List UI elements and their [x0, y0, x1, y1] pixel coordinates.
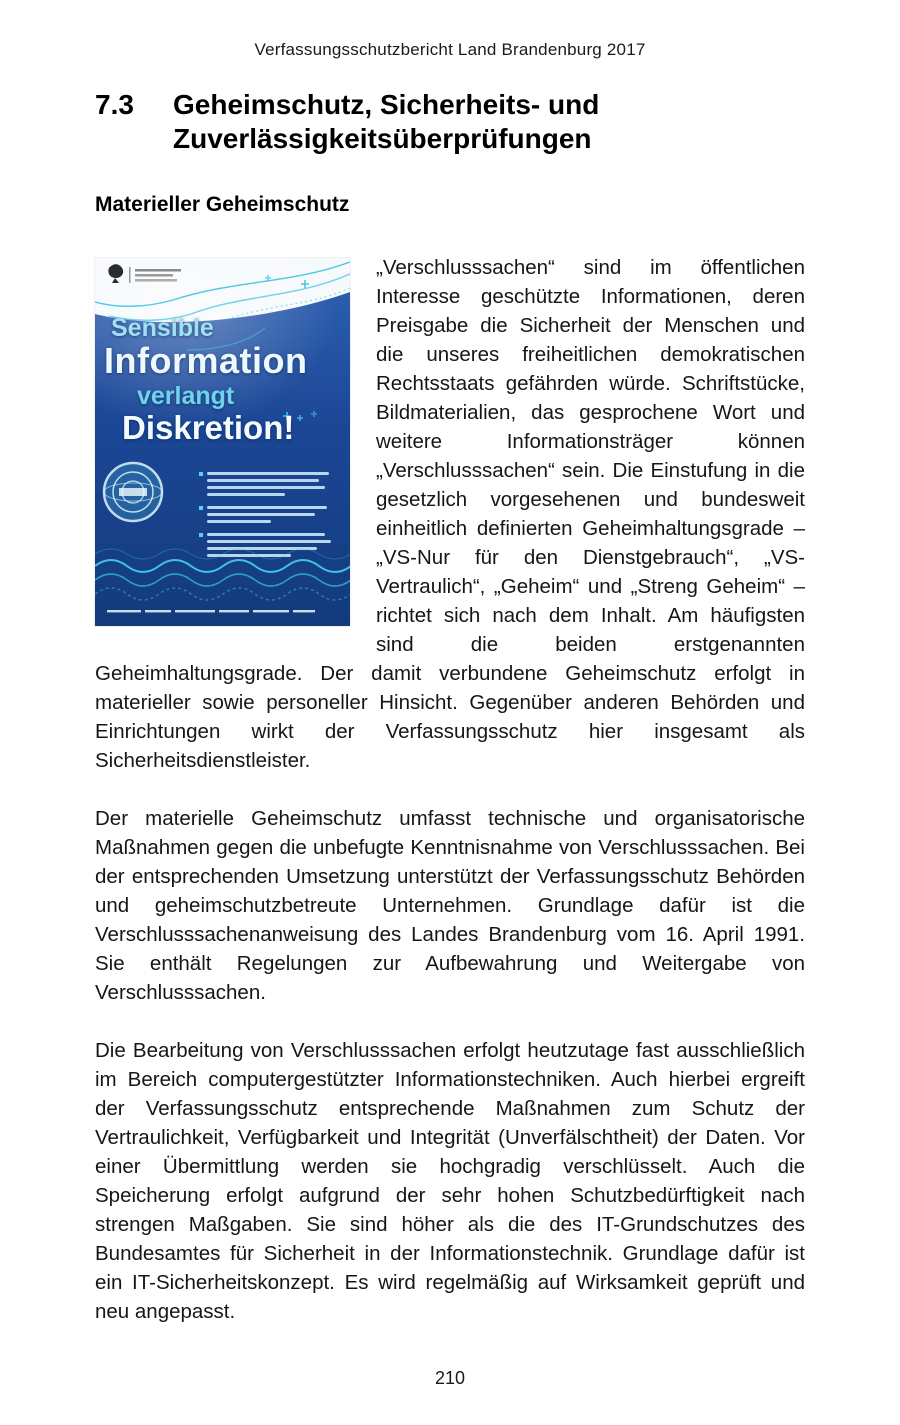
poster-line-sensible: Sensible — [111, 314, 214, 343]
section-title-line1: Geheimschutz, Sicherheits- und — [173, 89, 600, 120]
poster-text — [95, 258, 350, 626]
subsection-heading: Materieller Geheimschutz — [95, 193, 350, 217]
poster-image — [95, 258, 350, 626]
section-heading — [95, 88, 805, 155]
section-number: 7.3 — [95, 89, 134, 120]
poster-line-information: Information — [104, 340, 308, 382]
paragraph-3: Die Bearbeitung von Verschlusssachen erfolgt heutzutage fast ausschließlich im Bereich computergestützter Informationstechniken. Auch hierbei ergreift der Verfassungsschutz entsprechende Maßnahmen zum Schutz der Vertraulichkeit, Verfügbarkeit und Integrität (Unverfälschtheit) der Daten. Vor einer Übermittlung werden sie hochgradig verschlüsselt. Auch die Speicherung erfolgt aufgrund der sehr hohen Schutzbedürftigkeit nach strengen Maßgaben. Sie sind höher als die des IT-Grundschutzes des Bundesamtes für Sicherheit in der Informationstechnik. Grundlage dafür ist ein IT-Sicherheitskonzept. Es wird regelmäßig auf Wirksamkeit geprüft und neu angepasst. — [95, 1039, 805, 1324]
paragraph-1: „Verschlusssachen“ sind im öffentlichen Interesse geschützte Informationen, deren Preisgabe die Sicherheit der Menschen und die unseres freiheitlichen demokratischen Rechtsstaats gefährden würde. Schriftstücke, Bildmaterialien, das gesprochene Wort und weitere Informationsträger können „Verschlusssachen“ sein. Die Einstufung in die gesetzlich vorgesehenen und bundesweit einheitlich definierten Geheimhaltungsgrade – „VS-Nur für den Dienstgebrauch“, „VS-Vertraulich“, „Geheim“ und „Streng Geheim“ – richtet sich nach dem Inhalt. Am häufigsten sind die beiden erstgenannten Geheimhaltungsgrade. Der damit verbundene Geheimschutz erfolgt in materieller sowie personeller Hinsicht. Gegenüber anderen Behörden und Einrichtungen wirkt der Verfassungsschutz hier insgesamt als Sicherheitsdienstleister. — [95, 256, 805, 773]
page-number-text: 210 — [434, 1368, 466, 1388]
running-header — [95, 40, 805, 60]
section-title-line2: Zuverlässigkeitsüberprüfungen — [173, 122, 592, 154]
running-header-text: Verfassungsschutzbericht Land Brandenburg 2017 — [254, 40, 646, 59]
poster-line-verlangt: verlangt — [137, 382, 235, 411]
paragraph-2: Der materielle Geheimschutz umfasst technische und organisatorische Maßnahmen gegen die unbefugte Kenntnisnahme von Verschlusssachen. Bei der entsprechenden Umsetzung unterstützt der Verfassungsschutz Behörden und geheimschutzbetreute Unternehmen. Grundlage dafür ist die Verschlusssachenanweisung des Landes Brandenburg vom 16. April 1991. Sie enthält Regelungen zur Aufbewahrung und Weitergabe von Verschlusssachen. — [95, 807, 805, 1005]
poster-line-diskretion: Diskretion! — [122, 409, 295, 447]
page-number — [0, 1368, 900, 1389]
body-text — [95, 253, 805, 1326]
section-title — [173, 88, 599, 155]
